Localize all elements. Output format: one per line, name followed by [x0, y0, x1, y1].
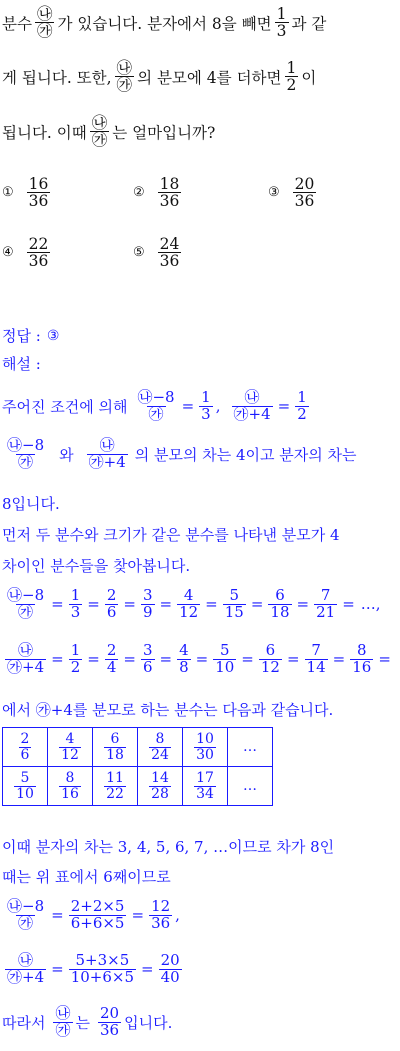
equals: = [87, 650, 100, 669]
text: 때는 위 표에서 6째이므로 [2, 868, 171, 886]
text: 에서 ㉮+4를 분모로 하는 분수는 다음과 같습니다. [2, 701, 334, 719]
comma: , [215, 397, 221, 416]
option-2[interactable] [133, 176, 184, 210]
numerator: ㉯ [18, 951, 34, 969]
numerator: ㉯ [36, 5, 53, 23]
denominator: 36 [159, 192, 180, 211]
denominator: 9 [142, 602, 153, 621]
numerator: 11 [106, 769, 124, 786]
fraction [69, 899, 127, 932]
text: 가 있습니다. 분자에서 8을 빼면 [57, 14, 272, 33]
numerator: 3 [142, 641, 153, 659]
fraction [105, 588, 119, 621]
table-cell [138, 728, 183, 767]
numerator: 8 [155, 730, 165, 747]
text: 과 같 [291, 14, 327, 33]
option-marker: ④ [2, 245, 14, 261]
numerator: ㉯ [55, 1004, 71, 1022]
denominator: 18 [106, 746, 124, 763]
denominator: 10 [16, 785, 34, 802]
fraction [305, 643, 328, 676]
denominator: ㉮ [18, 602, 34, 621]
calculation-2 [2, 953, 185, 986]
calculation-1 [2, 899, 180, 932]
fraction [27, 176, 51, 210]
text: 됩니다. 이때 [2, 123, 87, 142]
numerator: 20 [160, 951, 180, 969]
ellipsis: …, [360, 595, 381, 614]
fraction [53, 1006, 72, 1039]
table-cell [138, 767, 183, 806]
equals: = [51, 906, 64, 925]
denominator: 6+6×5 [70, 913, 125, 932]
equals: = [51, 595, 64, 614]
fraction-table [2, 727, 273, 806]
text: 먼저 두 분수와 크기가 같은 분수를 나타낸 분모가 4 [2, 526, 340, 544]
fraction [158, 236, 182, 270]
equals: = [181, 397, 195, 416]
text: 주어진 조건에 의해 [2, 397, 128, 416]
denominator: ㉮ [18, 913, 34, 932]
numerator: 2 [20, 730, 30, 747]
numerator: 8 [65, 769, 75, 786]
text: 8입니다. [2, 495, 60, 513]
table-row [3, 767, 273, 806]
numerator: 5+3×5 [75, 951, 130, 969]
fraction [5, 438, 46, 471]
fraction [177, 643, 191, 676]
answer-value: ③ [46, 327, 60, 344]
numerator: 12 [151, 897, 171, 915]
fraction [105, 643, 119, 676]
option-5[interactable] [133, 236, 184, 270]
equivalent-fractions-chain-1 [2, 588, 381, 621]
equals: = [123, 650, 136, 669]
denominator: 36 [151, 913, 171, 932]
denominator: 18 [270, 602, 290, 621]
fraction [259, 643, 282, 676]
denominator: ㉮ [55, 1020, 71, 1039]
equals: = [87, 595, 100, 614]
denominator: 6 [142, 657, 153, 676]
equals: = [195, 650, 209, 669]
fraction [159, 953, 182, 986]
denominator: 3 [276, 22, 287, 41]
numerator: 1 [70, 586, 81, 604]
numerator: 4 [183, 586, 194, 604]
fraction [27, 236, 51, 270]
denominator: ㉮ [148, 404, 164, 423]
numerator: 7 [320, 586, 331, 604]
fraction [135, 390, 176, 423]
denominator: 3 [70, 602, 81, 621]
option-marker: ③ [268, 185, 280, 201]
fraction [232, 390, 273, 423]
numerator: 5 [219, 641, 230, 659]
equals: = [332, 650, 346, 669]
solution-line-1 [2, 390, 312, 423]
fraction [194, 771, 216, 801]
denominator: 36 [100, 1020, 120, 1039]
solution-line-2 [2, 438, 357, 471]
fraction [149, 899, 172, 932]
denominator: 16 [352, 657, 372, 676]
text: 와 [59, 445, 74, 464]
text: 게 됩니다. 또한, [2, 68, 112, 87]
fraction [14, 771, 36, 801]
option-marker: ② [133, 185, 145, 201]
fraction [69, 588, 83, 621]
denominator: 6 [106, 602, 117, 621]
problem-line-3 [2, 115, 215, 149]
table-cell [93, 767, 138, 806]
numerator: 1 [297, 388, 307, 406]
fraction [149, 732, 171, 762]
table-cell [228, 767, 273, 806]
numerator: 14 [151, 769, 169, 786]
denominator: 21 [316, 602, 336, 621]
fraction [5, 899, 46, 932]
numerator: 17 [196, 769, 214, 786]
text: 의 분모의 차는 4이고 분자의 차는 [134, 445, 357, 464]
text: 는 [75, 1013, 90, 1032]
answer-line [2, 325, 61, 346]
numerator: 6 [110, 730, 120, 747]
numerator: ㉯−8 [7, 436, 45, 454]
denominator: ㉮+4 [7, 657, 45, 676]
fraction [87, 438, 128, 471]
fraction [90, 115, 110, 149]
fraction [149, 771, 171, 801]
denominator: 4 [106, 657, 117, 676]
text: 입니다. [124, 1013, 173, 1032]
numerator: ㉯ [91, 114, 108, 132]
fraction [5, 588, 46, 621]
comma: , [175, 906, 180, 925]
fraction [104, 771, 126, 801]
equals: = [286, 650, 300, 669]
denominator: 40 [160, 967, 180, 986]
numerator: 20 [294, 175, 315, 193]
denominator: 24 [151, 746, 169, 763]
denominator: 12 [179, 602, 199, 621]
solution-line-5 [2, 555, 190, 576]
equals: = [51, 650, 64, 669]
text: 따라서 [2, 1013, 46, 1032]
fraction [213, 643, 236, 676]
fraction [5, 953, 46, 986]
table-cell [93, 728, 138, 767]
denominator: ㉮ [36, 22, 53, 41]
numerator: 5 [20, 769, 30, 786]
equals: = [51, 960, 64, 979]
denominator: 2 [297, 404, 307, 423]
denominator: 3 [201, 404, 211, 423]
text: 차이인 분수들을 찾아봅니다. [2, 557, 191, 575]
fraction [69, 643, 83, 676]
solution-line-8 [2, 866, 171, 887]
fraction [59, 771, 81, 801]
final-answer-line [2, 1006, 172, 1039]
table-cell [228, 728, 273, 767]
answer-label: 정답 : [2, 327, 41, 345]
fraction [35, 6, 55, 40]
equals: = [250, 595, 264, 614]
fraction [285, 60, 299, 94]
numerator: 3 [142, 586, 153, 604]
text: 이때 분자의 차는 3, 4, 5, 6, 7, …이므로 차가 8인 [2, 838, 335, 856]
numerator: 4 [65, 730, 75, 747]
denominator: 30 [196, 746, 214, 763]
denominator: 8 [179, 657, 189, 676]
fraction [223, 588, 246, 621]
fraction [268, 588, 291, 621]
numerator: 6 [265, 641, 276, 659]
ellipsis: … [243, 778, 257, 794]
numerator: ㉯ [244, 388, 260, 406]
equals: = [277, 397, 291, 416]
solution-line-7 [2, 836, 334, 857]
text: 는 얼마입니까? [112, 123, 216, 142]
fraction [295, 390, 309, 423]
fraction [199, 390, 213, 423]
numerator: 5 [229, 586, 240, 604]
numerator: ㉯−8 [7, 897, 45, 915]
numerator: ㉯−8 [7, 586, 45, 604]
numerator: 20 [100, 1004, 120, 1022]
fraction [293, 176, 317, 210]
numerator: 2 [106, 641, 117, 659]
table-cell [183, 767, 228, 806]
denominator: ㉮ [116, 76, 133, 95]
denominator: 12 [260, 657, 280, 676]
problem-line-1 [2, 6, 326, 40]
option-1[interactable] [2, 176, 53, 210]
fraction [115, 60, 135, 94]
numerator: 4 [179, 641, 189, 659]
numerator: 1 [286, 59, 297, 77]
equals: = [342, 595, 355, 614]
numerator: 2+2×5 [70, 897, 125, 915]
numerator: 1 [70, 641, 81, 659]
table-cell [48, 767, 93, 806]
denominator: 2 [70, 657, 81, 676]
ellipsis: … [243, 739, 257, 755]
numerator: 1 [276, 5, 287, 23]
option-3[interactable] [268, 176, 319, 210]
solution-line-6 [2, 699, 333, 720]
numerator: 2 [106, 586, 117, 604]
denominator: 34 [196, 785, 214, 802]
denominator: 28 [151, 785, 169, 802]
equals: = [296, 595, 310, 614]
numerator: 6 [275, 586, 285, 604]
fraction [275, 6, 289, 40]
denominator: ㉮+4 [88, 452, 126, 471]
numerator: ㉯ [116, 59, 133, 77]
solution-label-text: 해설 : [2, 355, 41, 373]
denominator: 36 [294, 192, 315, 211]
fraction [98, 1006, 121, 1039]
denominator: 12 [61, 746, 79, 763]
equals: = [159, 650, 173, 669]
fraction [59, 732, 81, 762]
text: 분수 [2, 14, 32, 33]
numerator: 8 [356, 641, 367, 659]
denominator: 2 [286, 76, 297, 95]
table-cell [183, 728, 228, 767]
fraction [158, 176, 182, 210]
equals: = [241, 650, 254, 669]
fraction [141, 588, 155, 621]
numerator: ㉯ [99, 436, 115, 454]
text: 의 분모에 4를 더하면 [137, 68, 282, 87]
denominator: ㉮ [91, 131, 108, 150]
equals: = [141, 960, 154, 979]
fraction [19, 732, 32, 762]
fraction [69, 953, 136, 986]
problem-line-2 [2, 60, 316, 94]
numerator: ㉯−8 [137, 388, 175, 406]
denominator: ㉮ [18, 452, 34, 471]
option-marker: ⑤ [133, 245, 145, 261]
table-cell [3, 728, 48, 767]
denominator: 10 [215, 657, 235, 676]
denominator: 14 [306, 657, 326, 676]
equals: = [131, 906, 145, 925]
denominator: 36 [28, 192, 49, 211]
text: 이 [301, 68, 317, 87]
fraction [104, 732, 126, 762]
fraction [314, 588, 337, 621]
fraction [5, 643, 46, 676]
table-row [3, 728, 273, 767]
numerator: 7 [311, 641, 321, 659]
numerator: 18 [159, 175, 180, 193]
numerator: 1 [201, 388, 211, 406]
fraction [194, 732, 216, 762]
equals: = [123, 595, 136, 614]
denominator: 36 [159, 252, 180, 271]
equals: = [205, 595, 218, 614]
denominator: 10+6×5 [70, 967, 135, 986]
equals: = [159, 595, 173, 614]
fraction [141, 643, 155, 676]
solution-line-4 [2, 524, 340, 545]
numerator: 22 [28, 235, 49, 253]
numerator: 10 [196, 730, 214, 747]
solution-line-3 [2, 493, 60, 514]
denominator: ㉮+4 [233, 404, 271, 423]
equals: = [378, 650, 391, 669]
option-4[interactable] [2, 236, 53, 270]
denominator: 36 [28, 252, 49, 271]
numerator: 24 [159, 235, 180, 253]
table-cell [48, 728, 93, 767]
denominator: 16 [61, 785, 79, 802]
equivalent-fractions-chain-2 [2, 643, 393, 676]
fraction [177, 588, 200, 621]
numerator: 16 [28, 175, 49, 193]
option-marker: ① [2, 185, 14, 201]
denominator: 22 [106, 785, 124, 802]
numerator: ㉯ [18, 641, 34, 659]
denominator: 6 [20, 746, 30, 763]
fraction [350, 643, 373, 676]
denominator: ㉮+4 [7, 967, 45, 986]
denominator: 15 [224, 602, 244, 621]
table-cell [3, 767, 48, 806]
solution-label [2, 353, 41, 374]
